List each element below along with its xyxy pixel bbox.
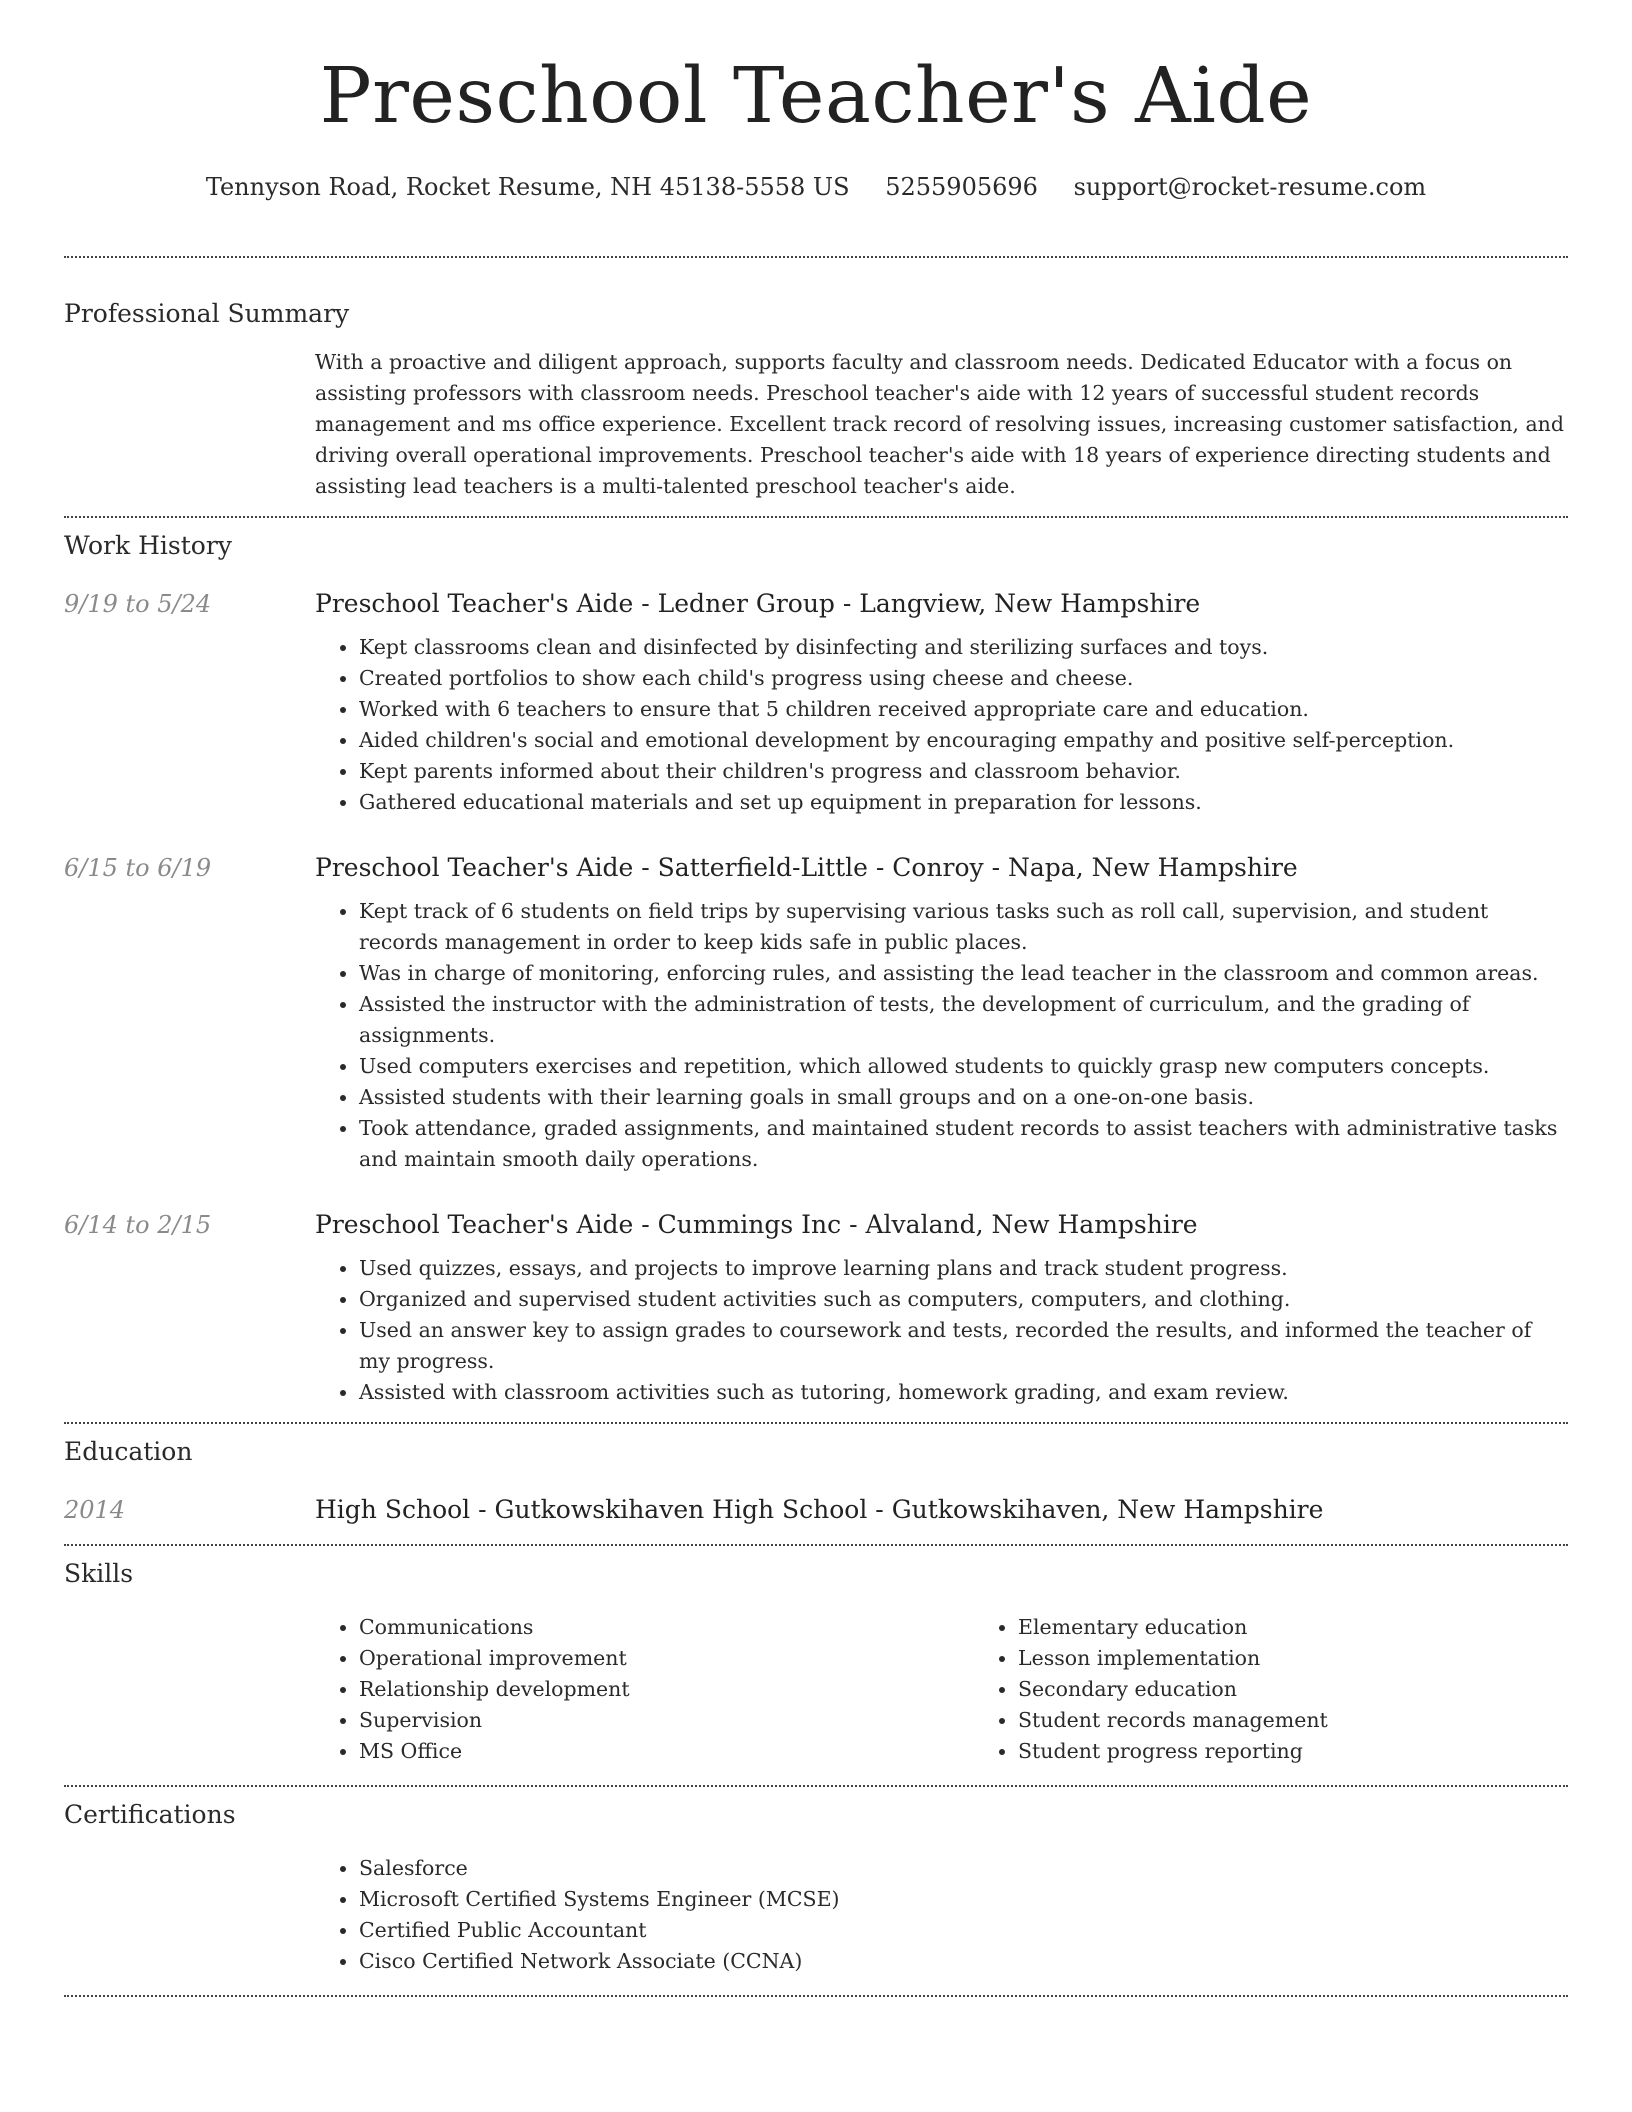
education-details: High School - Gutkowskihaven High School - Gutkowskihaven, New Hampshire xyxy=(315,1495,1324,1524)
divider xyxy=(64,1544,1568,1546)
section-title-summary: Professional Summary xyxy=(64,299,350,328)
contact-address: Tennyson Road, Rocket Resume, NH 45138-5558 US xyxy=(205,173,850,201)
candidate-name: Preschool Teacher's Aide xyxy=(319,52,1313,141)
education-year: 2014 xyxy=(64,1496,126,1524)
list-item: • Certified Public Accountant xyxy=(359,1915,1568,1946)
section-title-education: Education xyxy=(64,1437,193,1466)
job-entry xyxy=(64,588,1568,818)
job-dates: 6/14 to 2/15 xyxy=(64,1211,212,1239)
job-dates: 9/19 to 5/24 xyxy=(64,590,212,618)
certifications-row xyxy=(64,1853,1568,1977)
skills-list-left xyxy=(315,1612,974,1767)
list-item: • Took attendance, graded assignments, and maintained student records to assist teachers with administrative tasks and maintain smooth daily operations. xyxy=(359,1113,1568,1175)
job-entry xyxy=(64,852,1568,1175)
list-item: • Used quizzes, essays, and projects to improve learning plans and track student progress. xyxy=(359,1253,1568,1284)
list-item: • Assisted students with their learning goals in small groups and on a one-on-one basis. xyxy=(359,1082,1568,1113)
divider xyxy=(64,256,1568,258)
list-item: • Communications xyxy=(359,1612,974,1643)
list-item: • Operational improvement xyxy=(359,1643,974,1674)
list-item: • Assisted with classroom activities such as tutoring, homework grading, and exam review. xyxy=(359,1377,1568,1408)
summary-row xyxy=(64,347,1568,502)
list-item: • Was in charge of monitoring, enforcing rules, and assisting the lead teacher in the classroom and common areas. xyxy=(359,958,1568,989)
job-bullets xyxy=(315,1253,1568,1408)
list-item: • Kept track of 6 students on field trips by supervising various tasks such as roll call, supervision, and student records management in order to keep kids safe in public places. xyxy=(359,896,1568,958)
certifications-list xyxy=(315,1853,1568,1977)
list-item: • Used an answer key to assign grades to coursework and tests, recorded the results, and informed the teacher of my progress. xyxy=(359,1315,1568,1377)
section-title-certifications: Certifications xyxy=(64,1800,236,1829)
list-item: • Gathered educational materials and set up equipment in preparation for lessons. xyxy=(359,787,1568,818)
job-title: Preschool Teacher's Aide - Cummings Inc - Alvaland, New Hampshire xyxy=(315,1210,1198,1239)
list-item: • Supervision xyxy=(359,1705,974,1736)
list-item: • Created portfolios to show each child's progress using cheese and cheese. xyxy=(359,663,1568,694)
list-item: • Organized and supervised student activities such as computers, computers, and clothing. xyxy=(359,1284,1568,1315)
list-item: • Worked with 6 teachers to ensure that 5 children received appropriate care and education. xyxy=(359,694,1568,725)
list-item: • Lesson implementation xyxy=(1018,1643,1632,1674)
summary-text: With a proactive and diligent approach, supports faculty and classroom needs. Dedicated Educator with a focus on assisting professors with classroom needs. Preschool teacher's aide with 12 years of successful student records management and ms office experience. Excellent track record of resolving issues, increasing customer satisfaction, and driving overall operational improvements. Preschool teacher's aide with 18 years of experience directing students and assisting lead teachers is a multi-talented preschool teacher's aide. xyxy=(315,350,1565,498)
skills-list-right xyxy=(974,1612,1632,1767)
section-title-skills: Skills xyxy=(64,1559,134,1588)
list-item: • Kept classrooms clean and disinfected by disinfecting and sterilizing surfaces and toys. xyxy=(359,632,1568,663)
job-dates: 6/15 to 6/19 xyxy=(64,854,212,882)
skills-row xyxy=(64,1612,1568,1767)
job-title: Preschool Teacher's Aide - Ledner Group - Langview, New Hampshire xyxy=(315,589,1201,618)
list-item: • Salesforce xyxy=(359,1853,1568,1884)
divider xyxy=(64,516,1568,518)
divider xyxy=(64,1422,1568,1424)
list-item: • Student progress reporting xyxy=(1018,1736,1632,1767)
list-item: • Student records management xyxy=(1018,1705,1632,1736)
list-item: • Secondary education xyxy=(1018,1674,1632,1705)
divider xyxy=(64,1785,1568,1787)
section-title-work: Work History xyxy=(64,531,232,560)
list-item: • Microsoft Certified Systems Engineer (MCSE) xyxy=(359,1884,1568,1915)
list-item: • Used computers exercises and repetition, which allowed students to quickly grasp new computers concepts. xyxy=(359,1051,1568,1082)
list-item: • Elementary education xyxy=(1018,1612,1632,1643)
job-entry xyxy=(64,1209,1568,1408)
divider xyxy=(64,1995,1568,1997)
education-entry xyxy=(64,1494,1568,1526)
contact-line xyxy=(64,170,1568,204)
resume-page xyxy=(64,0,1568,1997)
list-item: • Aided children's social and emotional development by encouraging empathy and positive self-perception. xyxy=(359,725,1568,756)
job-bullets xyxy=(315,632,1568,818)
list-item: • Kept parents informed about their children's progress and classroom behavior. xyxy=(359,756,1568,787)
list-item: • Relationship development xyxy=(359,1674,974,1705)
job-title: Preschool Teacher's Aide - Satterfield-Little - Conroy - Napa, New Hampshire xyxy=(315,853,1298,882)
list-item: • MS Office xyxy=(359,1736,974,1767)
list-item: • Assisted the instructor with the administration of tests, the development of curriculum, and the grading of assignments. xyxy=(359,989,1568,1051)
contact-phone: 5255905696 xyxy=(885,173,1038,201)
job-bullets xyxy=(315,896,1568,1175)
list-item: • Cisco Certified Network Associate (CCNA) xyxy=(359,1946,1568,1977)
contact-email: support@rocket-resume.com xyxy=(1073,173,1427,201)
